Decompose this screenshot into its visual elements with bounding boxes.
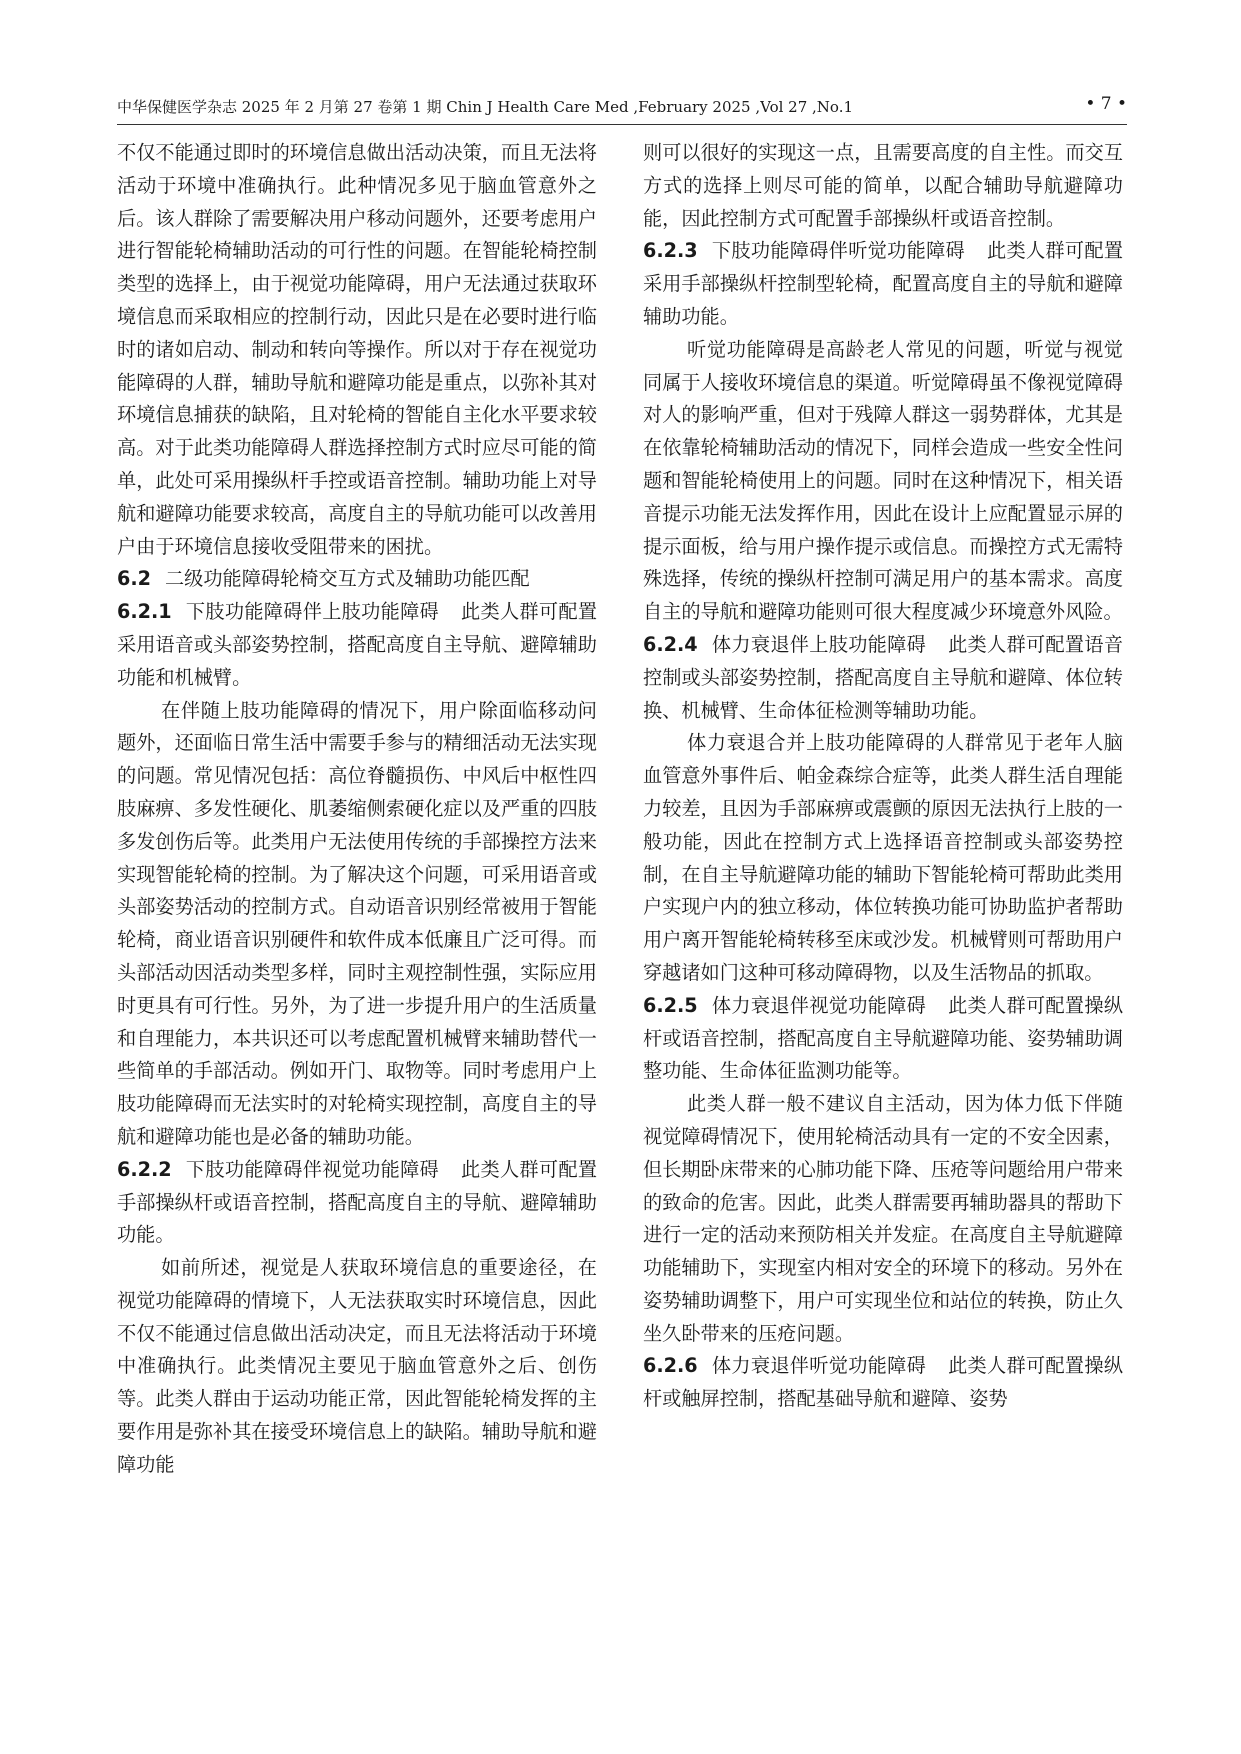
subsection-text: 此类人群可配置操纵杆或触屏控制，搭配基础导航和避障、姿势 (643, 1354, 1124, 1411)
paragraph: 此类人群一般不建议自主活动，因为体力低下伴随视觉障碍情况下，使用轮椅活动具有一定的不安全因素，但长期卧床带来的心肺功能下降、压疮等问题给用户带来的致命的危害。因此，此类人群需要再辅助器具的帮助下进行一定的活动来预防相关并发症。在高度自主导航避障功能辅助下，实现室内相对安全的环境下的移动。另外在姿势辅助调整下，用户可实现坐位和站位的转换，防止久坐久卧带来的压疮问题。 (643, 1092, 1123, 1345)
subsection-number: 6.2.1 (117, 600, 172, 624)
page-number: • 7 • (1085, 94, 1127, 114)
subsection-title: 体力衰退伴上肢功能障碍 (711, 632, 927, 656)
subsection-title: 体力衰退伴听觉功能障碍 (711, 1354, 927, 1378)
subsection-6-2-1 (117, 596, 597, 694)
subsection-6-2-3 (643, 235, 1123, 333)
subsection-number: 6.2.3 (643, 239, 698, 263)
paragraph: 体力衰退合并上肢功能障碍的人群常见于老年人脑血管意外事件后、帕金森综合症等，此类人群生活自理能力较差，且因为手部麻痹或震颤的原因无法执行上肢的一般功能，因此在控制方式上选择语音控制或头部姿势控制，在自主导航避障功能的辅助下智能轮椅可帮助此类用户实现户内的独立移动，体位转换功能可协助监护者帮助用户离开智能轮椅转移至床或沙发。机械臂则可帮助用户穿越诸如门这种可移动障碍物，以及生活物品的抓取。 (643, 731, 1123, 984)
subsection-6-2-2 (117, 1154, 597, 1252)
subsection-number: 6.2.4 (643, 632, 698, 656)
left-column (117, 137, 597, 1482)
subsection-title: 体力衰退伴视觉功能障碍 (711, 993, 927, 1017)
subsection-number: 6.2.5 (643, 993, 698, 1017)
running-head (117, 96, 1127, 122)
subsection-number: 6.2.2 (117, 1157, 172, 1181)
section-title: 二级功能障碍轮椅交互方式及辅助功能匹配 (165, 567, 530, 591)
right-column (643, 137, 1123, 1416)
subsection-6-2-4 (643, 629, 1123, 727)
subsection-text: 此类人群可配置手部操纵杆或语音控制，搭配高度自主的导航、避障辅助功能。 (117, 1157, 598, 1247)
paragraph: 听觉功能障碍是高龄老人常见的问题，听觉与视觉同属于人接收环境信息的渠道。听觉障碍虽不像视觉障碍对人的影响严重，但对于残障人群这一弱势群体，尤其是在依靠轮椅辅助活动的情况下，同样会造成一些安全性问题和智能轮椅使用上的问题。同时在这种情况下，相关语音提示功能无法发挥作用，因此在设计上应配置显示屏的提示面板，给与用户操作提示或信息。而操控方式无需特殊选择，传统的操纵杆控制可满足用户的基本需求。高度自主的导航和避障功能则可很大程度减少环境意外风险。 (643, 337, 1123, 624)
journal-citation: 中华保健医学杂志 2025 年 2 月第 27 卷第 1 期 Chin J Health Care Med ,February 2025 ,Vol 27 ,No.1 (117, 98, 854, 116)
subsection-title: 下肢功能障碍伴视觉功能障碍 (185, 1157, 440, 1181)
subsection-number: 6.2.6 (643, 1354, 698, 1378)
subsection-text: 此类人群可配置采用手部操纵杆控制型轮椅，配置高度自主的导航和避障辅助功能。 (643, 239, 1124, 328)
header-rule (117, 124, 1127, 125)
subsection-title: 下肢功能障碍伴听觉功能障碍 (711, 239, 966, 263)
section-number: 6.2 (117, 567, 151, 591)
section-heading-6-2 (117, 563, 597, 596)
subsection-text: 此类人群可配置语音控制或头部姿势控制，搭配高度自主导航和避障、体位转换、机械臂、生命体征检测等辅助功能。 (643, 632, 1124, 722)
subsection-6-2-5 (643, 990, 1123, 1088)
subsection-title: 下肢功能障碍伴上肢功能障碍 (185, 600, 440, 624)
paragraph: 不仅不能通过即时的环境信息做出活动决策，而且无法将活动于环境中准确执行。此种情况多见于脑血管意外之后。该人群除了需要解决用户移动问题外，还要考虑用户进行智能轮椅辅助活动的可行性的问题。在智能轮椅控制类型的选择上，由于视觉功能障碍，用户无法通过获取环境信息而采取相应的控制行动，因此只是在必要时进行临时的诸如启动、制动和转向等操作。所以对于存在视觉功能障碍的人群，辅助导航和避障功能是重点，以弥补其对环境信息捕获的缺陷，且对轮椅的智能自主化水平要求较高。对于此类功能障碍人群选择控制方式时应尽可能的简单，此处可采用操纵杆手控或语音控制。辅助功能上对导航和避障功能要求较高，高度自主的导航功能可以改善用户由于环境信息接收受阻带来的困扰。 (117, 141, 597, 558)
subsection-text: 此类人群可配置操纵杆或语音控制，搭配高度自主导航避障功能、姿势辅助调整功能、生命体征监测功能等。 (643, 993, 1124, 1083)
subsection-6-2-6 (643, 1350, 1123, 1416)
paragraph: 则可以很好的实现这一点，且需要高度的自主性。而交互方式的选择上则尽可能的简单，以配合辅助导航避障功能，因此控制方式可配置手部操纵杆或语音控制。 (643, 141, 1123, 230)
paragraph: 如前所述，视觉是人获取环境信息的重要途径，在视觉功能障碍的情境下，人无法获取实时环境信息，因此不仅不能通过信息做出活动决定，而且无法将活动于环境中准确执行。此类情况主要见于脑血管意外之后、创伤等。此类人群由于运动功能正常，因此智能轮椅发挥的主要作用是弥补其在接受环境信息上的缺陷。辅助导航和避障功能 (117, 1256, 597, 1476)
subsection-text: 此类人群可配置采用语音或头部姿势控制，搭配高度自主导航、避障辅助功能和机械臂。 (117, 600, 598, 689)
paragraph: 在伴随上肢功能障碍的情况下，用户除面临移动问题外，还面临日常生活中需要手参与的精细活动无法实现的问题。常见情况包括：高位脊髓损伤、中风后中枢性四肢麻痹、多发性硬化、肌萎缩侧索硬化症以及严重的四肢多发创伤后等。此类用户无法使用传统的手部操控方法来实现智能轮椅的控制。为了解决这个问题，可采用语音或头部姿势活动的控制方式。自动语音识别经常被用于智能轮椅，商业语音识别硬件和软件成本低廉且广泛可得。而头部活动因活动类型多样，同时主观控制性强，实际应用时更具有可行性。另外，为了进一步提升用户的生活质量和自理能力，本共识还可以考虑配置机械臂来辅助替代一些简单的手部活动。例如开门、取物等。同时考虑用户上肢功能障碍而无法实时的对轮椅实现控制，高度自主的导航和避障功能也是必备的辅助功能。 (117, 698, 597, 1148)
